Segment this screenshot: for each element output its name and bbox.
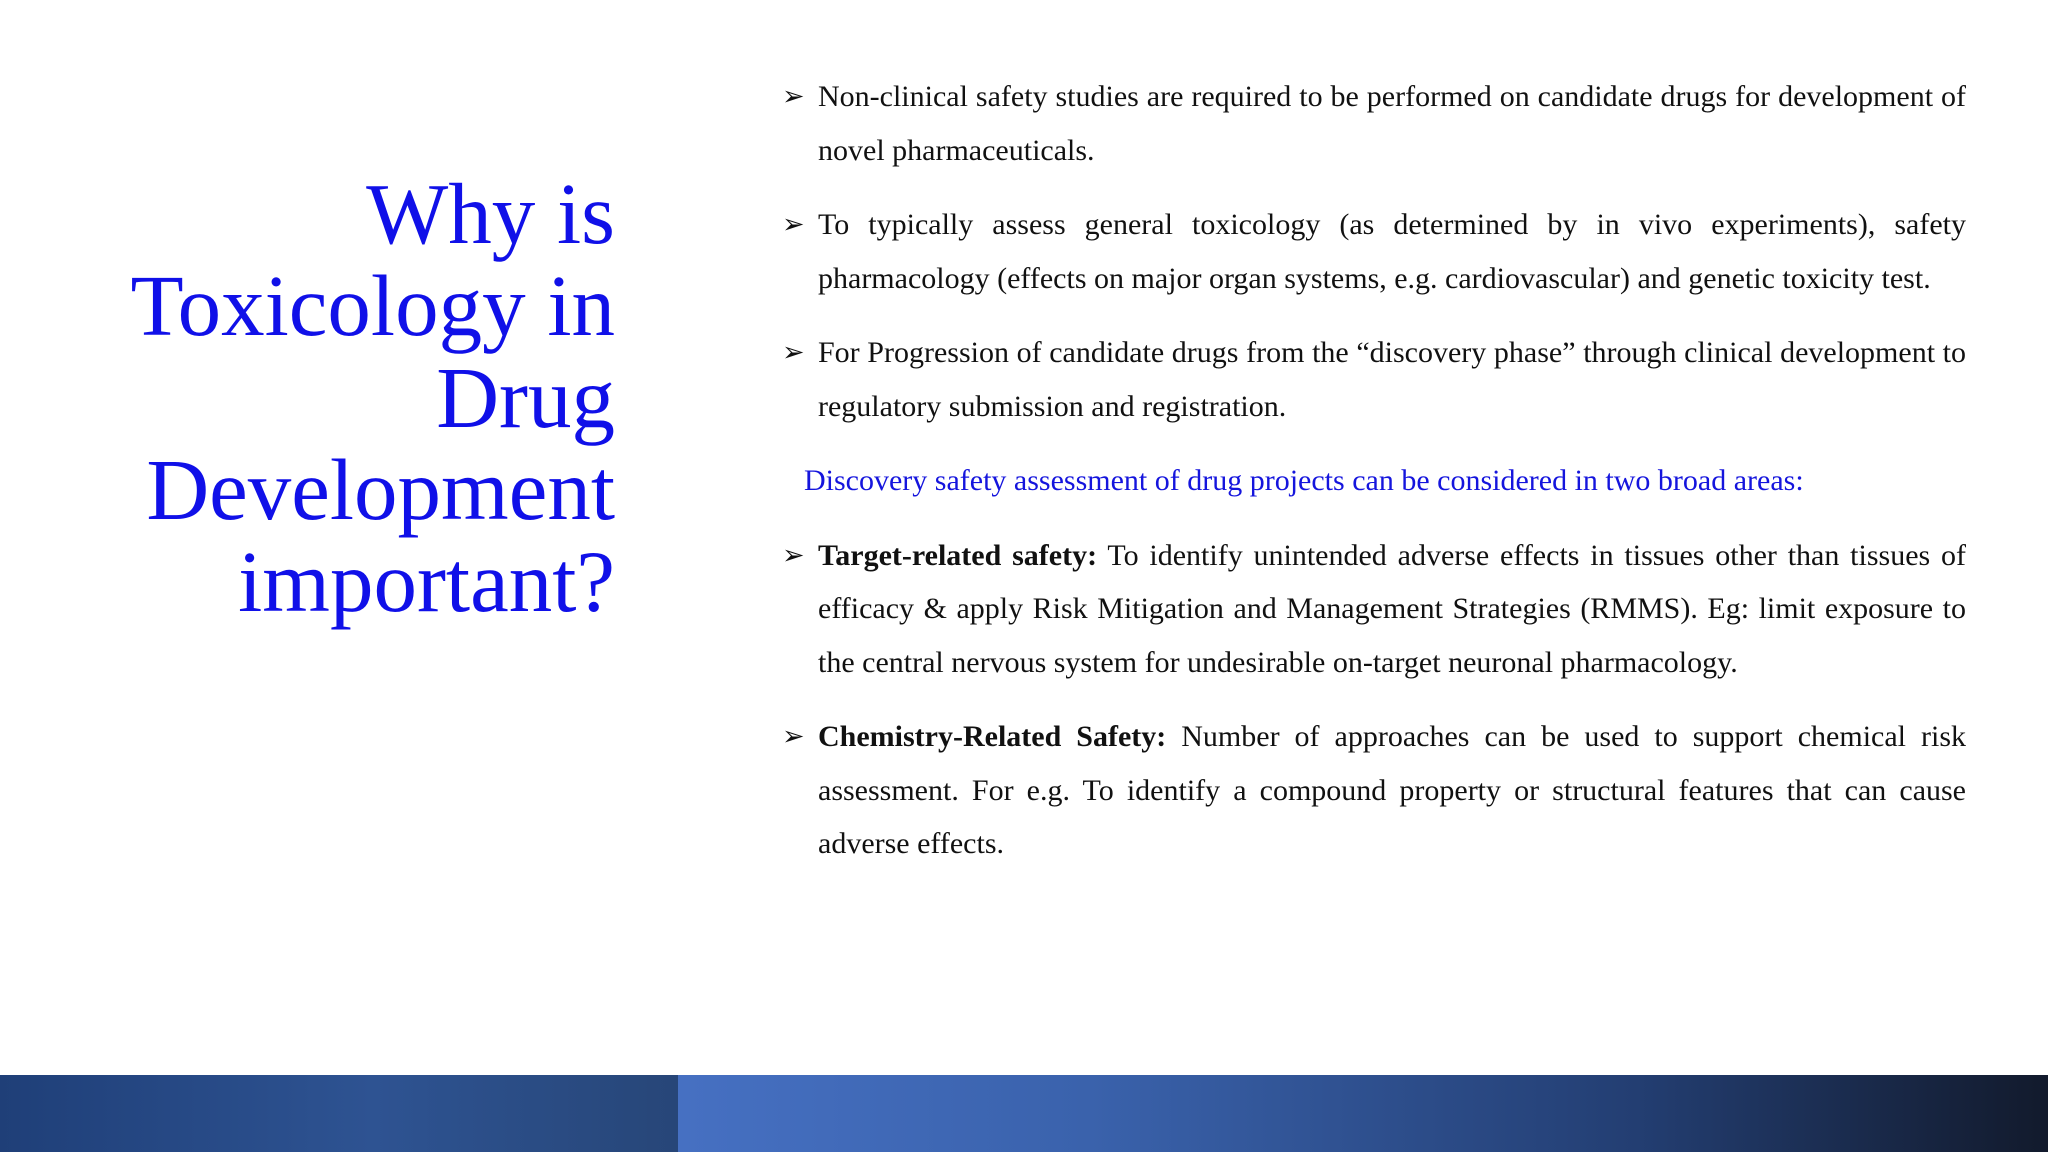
footer-band-left <box>0 1075 678 1152</box>
bullet-text: To identify unintended adverse effects in tissues other than tissues of efficacy & apply Risk Mitigation and Management Strategies (RMMS). Eg: limit exposure to the central nervous system for undesirable on-target neuronal pharmacology. <box>818 538 1966 679</box>
bullet-item <box>782 529 1966 690</box>
bullet-lead: Chemistry-Related Safety: <box>818 720 1167 753</box>
arrow-bullet-icon: ➢ <box>782 337 805 368</box>
title-line: Development <box>146 441 615 538</box>
section-subheading: Discovery safety assessment of drug projects can be considered in two broad areas: <box>804 464 1804 497</box>
arrow-bullet-icon: ➢ <box>782 539 805 571</box>
title-line: Toxicology in <box>130 257 615 354</box>
bullet-text: Number of approaches can be used to support chemical risk assessment. For e.g. To identify a compound property or structural features that can cause adverse effects. <box>818 720 1966 860</box>
footer-band-right <box>678 1075 2048 1152</box>
bullet-item <box>782 710 1966 871</box>
bullet-item <box>782 326 1966 433</box>
bullet-item <box>782 198 1966 305</box>
slide-title <box>15 165 615 630</box>
title-line: Drug <box>436 349 615 446</box>
title-line: Why is <box>366 165 615 262</box>
bullet-lead: Target-related safety: <box>818 538 1098 572</box>
arrow-bullet-icon: ➢ <box>782 721 805 752</box>
arrow-bullet-icon: ➢ <box>782 81 805 112</box>
bullet-text: Non-clinical safety studies are required to be performed on candidate drugs for development of novel pharmaceuticals. <box>818 80 1966 167</box>
bullet-item <box>782 70 1966 177</box>
bullet-text: For Progression of candidate drugs from the “discovery phase” through clinical development to regulatory submission and registration. <box>818 336 1966 423</box>
slide-content <box>782 70 1966 892</box>
arrow-bullet-icon: ➢ <box>782 209 805 240</box>
footer-bar <box>0 1075 2048 1152</box>
bullet-text: To typically assess general toxicology (as determined by in vivo experiments), safety pharmacology (effects on major organ systems, e.g. cardiovascular) and genetic toxicity test. <box>818 208 1966 295</box>
title-line: important? <box>238 533 615 630</box>
